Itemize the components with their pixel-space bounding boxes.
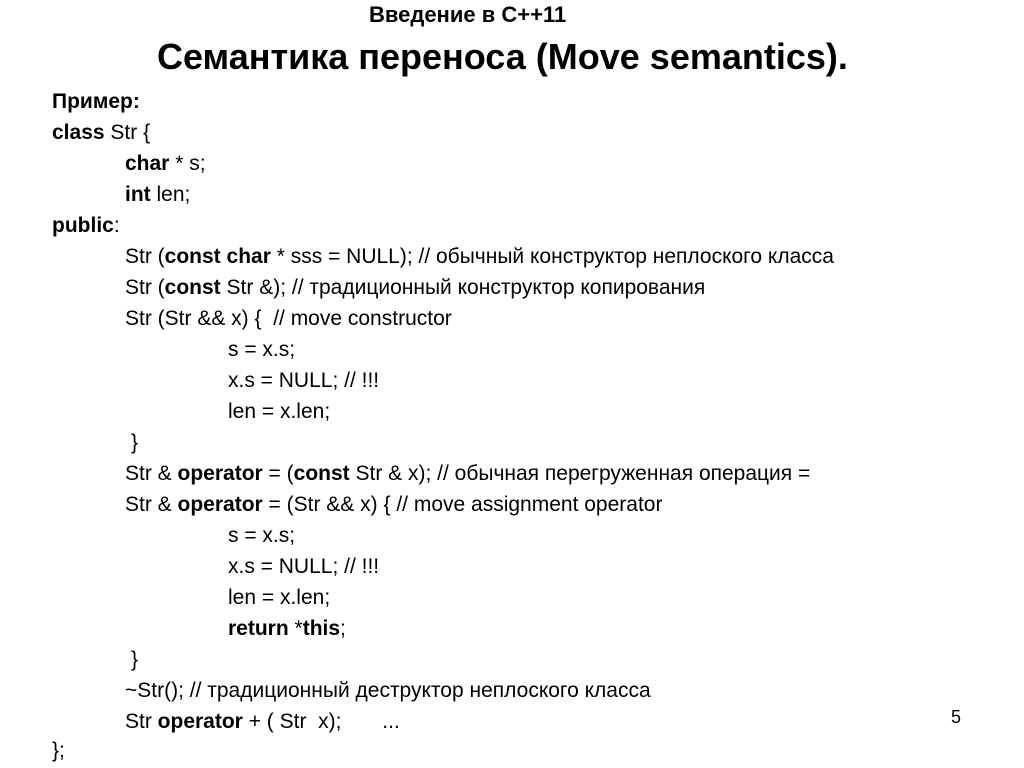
code-line-close-brace: } (131, 431, 139, 454)
code-line-move-ctor: Str (Str && x) { // move constructor (125, 307, 452, 330)
code-line-ctor: Str (const char * sss = NULL); // обычный конструктор неплоского класса (125, 245, 834, 268)
code-line-assign-len-2: len = x.len; (228, 586, 331, 609)
code-line-close-brace-2: } (131, 648, 139, 671)
code-line-assign-s: s = x.s; (228, 338, 296, 361)
code-line-move-assign: Str & operator = (Str && x) { // move assignment operator (125, 493, 663, 516)
code-line-assign-len: len = x.len; (228, 400, 331, 423)
slide-title: Семантика переноса (Move semantics). (157, 36, 848, 77)
code-line-class-end: }; (52, 739, 65, 762)
page-number: 5 (951, 707, 962, 727)
code-line-int-len: int len; (125, 183, 191, 206)
code-line-null-s-2: x.s = NULL; // !!! (228, 555, 380, 578)
example-label: Пример: (52, 90, 140, 113)
code-line-public: public: (52, 214, 120, 237)
code-line-null-s: x.s = NULL; // !!! (228, 369, 380, 392)
code-line-destructor: ~Str(); // традиционный деструктор неплоского класса (125, 679, 651, 702)
code-line-operator-plus: Str operator + ( Str x); ... (125, 710, 400, 733)
code-line-copy-assign: Str & operator = (const Str & x); // обычная перегруженная операция = (125, 462, 811, 485)
code-line-char-s: char * s; (125, 152, 206, 175)
slide-subtitle: Введение в С++11 (369, 2, 567, 27)
code-line-copy-ctor: Str (const Str &); // традиционный конструктор копирования (125, 276, 706, 299)
code-line-assign-s-2: s = x.s; (228, 524, 296, 547)
code-line-return-this: return *this; (228, 617, 346, 640)
code-line-class: class Str { (52, 121, 151, 144)
